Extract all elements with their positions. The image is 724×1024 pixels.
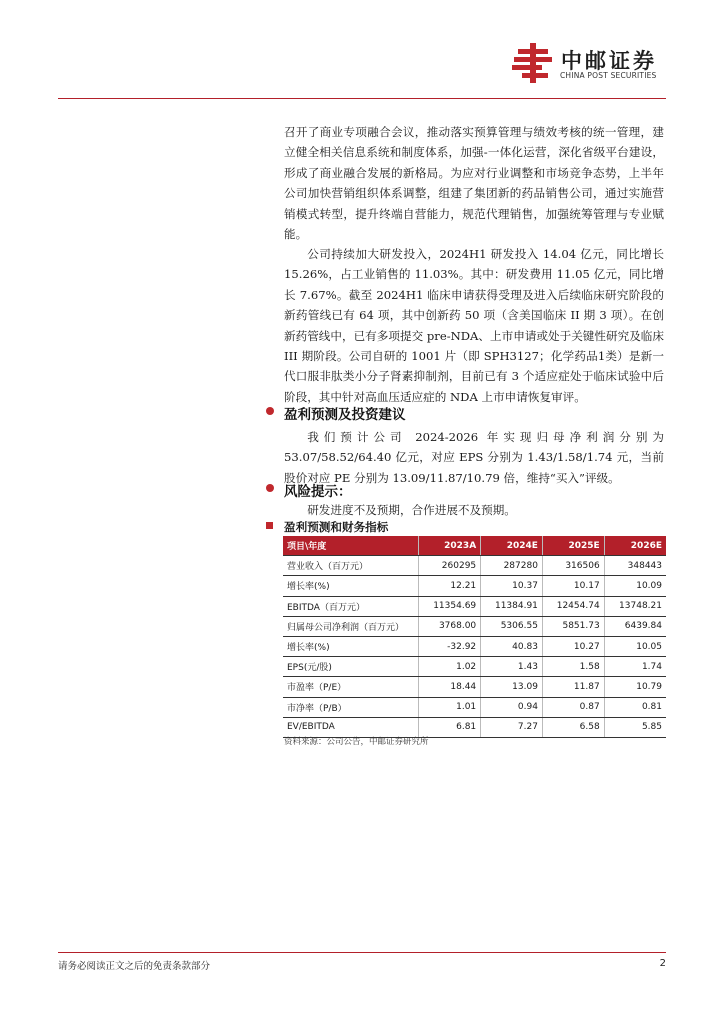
table-cell: EPS(元/股) <box>283 657 419 677</box>
table-cell: 10.79 <box>604 677 666 697</box>
table-title-text: 盈利预测和财务指标 <box>284 520 389 534</box>
table-cell: 6439.84 <box>604 616 666 636</box>
heading-forecast <box>284 403 406 423</box>
table-cell: 10.37 <box>481 576 543 596</box>
table-row <box>283 616 666 636</box>
table-cell: 市净率（P/B） <box>283 697 419 717</box>
paragraph-risk: 研发进度不及预期，合作进展不及预期。 <box>307 503 516 517</box>
table-cell: 营业收入（百万元） <box>283 556 419 576</box>
table-header-cell: 2024E <box>481 536 543 556</box>
table-cell: 1.58 <box>542 657 604 677</box>
table-header-cell: 2025E <box>542 536 604 556</box>
table-cell: 40.83 <box>481 636 543 656</box>
brand-name-en: CHINA POST SECURITIES <box>560 71 657 80</box>
table-cell: 增长率(%) <box>283 636 419 656</box>
china-post-logo-icon <box>512 43 554 83</box>
bullet-dot-icon <box>266 407 274 415</box>
table-cell: 7.27 <box>481 717 543 737</box>
table-cell: 316506 <box>542 556 604 576</box>
table-cell: 12.21 <box>419 576 481 596</box>
table-cell: 市盈率（P/E） <box>283 677 419 697</box>
table-cell: 1.74 <box>604 657 666 677</box>
table-cell: 5851.73 <box>542 616 604 636</box>
table-cell: 3768.00 <box>419 616 481 636</box>
table-header-cell: 项目\年度 <box>283 536 419 556</box>
table-row <box>283 636 666 656</box>
table-cell: 归属母公司净利润（百万元） <box>283 616 419 636</box>
footer-divider <box>58 952 666 953</box>
table-cell: 0.87 <box>542 697 604 717</box>
table-row <box>283 556 666 576</box>
bullet-square-icon <box>266 522 273 529</box>
table-cell: 1.01 <box>419 697 481 717</box>
table-cell: -32.92 <box>419 636 481 656</box>
table-cell: 11.87 <box>542 677 604 697</box>
table-cell: 1.43 <box>481 657 543 677</box>
bullet-dot-icon <box>266 484 274 492</box>
table-header-cell: 2023A <box>419 536 481 556</box>
paragraph-business-integration: 召开了商业专项融合会议，推动落实预算管理与绩效考核的统一管理，建立健全相关信息系统和制度体系，加强-一体化运营，深化省级平台建设，形成了商业融合发展的新格局。为应对行业调整和市场竞争态势，上半年公司加快营销组织体系调整，组建了集团新的药品销售公司，通过实施营销模式转型，提升终端自营能力，规范代理销售，加强统筹管理与专业赋能。 <box>284 125 664 242</box>
table-cell: 1.02 <box>419 657 481 677</box>
table-cell: EV/EBITDA <box>283 717 419 737</box>
header-divider <box>58 98 666 99</box>
financial-forecast-table <box>283 536 666 738</box>
paragraph-forecast: 我们预计公司 2024-2026 年实现归母净利润分别为 53.07/58.52/64.40 亿元，对应 EPS 分别为 1.43/1.58/1.74 元，当前股价对应 PE 分别为 13.09/11.87/10.79 倍，维持“买入”评级。 <box>284 430 664 485</box>
table-cell: EBITDA（百万元） <box>283 596 419 616</box>
table-row <box>283 657 666 677</box>
paragraph-rd-investment: 公司持续加大研发投入，2024H1 研发投入 14.04 亿元，同比增长 15.26%，占工业销售的 11.03%。其中：研发费用 11.05 亿元，同比增长 7.67%。截至 2024H1 临床申请获得受理及进入后续临床研究阶段的新药管线已有 64 项，其中创新药 50 项（含美国临床 II 期 3 项）。在创新药管线中，已有多项提交 pre-NDA、上市申请或处于关键性研究及临床 III 期阶段。公司自研的 1001 片（即 SPH3127；化学药品1类）是新一代口服非肽类小分子肾素抑制剂，目前已有 3 个适应症处于临床试验中后阶段，其中针对高血压适应症的 NDA 上市申请恢复审评。 <box>284 247 664 404</box>
footer-disclaimer: 请务必阅读正文之后的免责条款部分 <box>58 961 211 972</box>
table-cell: 5306.55 <box>481 616 543 636</box>
table-cell: 10.17 <box>542 576 604 596</box>
table-cell: 0.94 <box>481 697 543 717</box>
table-cell: 13.09 <box>481 677 543 697</box>
table-row <box>283 677 666 697</box>
table-cell: 12454.74 <box>542 596 604 616</box>
brand-logo <box>512 43 698 83</box>
table-cell: 11354.69 <box>419 596 481 616</box>
table-row <box>283 576 666 596</box>
table-cell: 6.81 <box>419 717 481 737</box>
table-row <box>283 596 666 616</box>
table-cell: 6.58 <box>542 717 604 737</box>
table-cell: 18.44 <box>419 677 481 697</box>
table-cell: 348443 <box>604 556 666 576</box>
brand-name-cn: 中邮证券 <box>561 49 657 73</box>
table-cell: 10.09 <box>604 576 666 596</box>
table-cell: 260295 <box>419 556 481 576</box>
table-header-cell: 2026E <box>604 536 666 556</box>
table-cell: 10.05 <box>604 636 666 656</box>
table-row <box>283 697 666 717</box>
table-cell: 10.27 <box>542 636 604 656</box>
table-cell: 13748.21 <box>604 596 666 616</box>
table-source-note: 资料来源：公司公告，中邮证券研究所 <box>284 737 429 747</box>
table-cell: 287280 <box>481 556 543 576</box>
table-cell: 5.85 <box>604 717 666 737</box>
page-number: 2 <box>659 958 666 969</box>
table-cell: 11384.91 <box>481 596 543 616</box>
table-cell: 0.81 <box>604 697 666 717</box>
table-title <box>284 519 388 535</box>
table-header-row <box>283 536 666 556</box>
table-cell: 增长率(%) <box>283 576 419 596</box>
heading-risk <box>284 480 352 500</box>
heading-forecast-text: 盈利预测及投资建议 <box>284 407 406 423</box>
heading-risk-text: 风险提示： <box>284 484 352 500</box>
